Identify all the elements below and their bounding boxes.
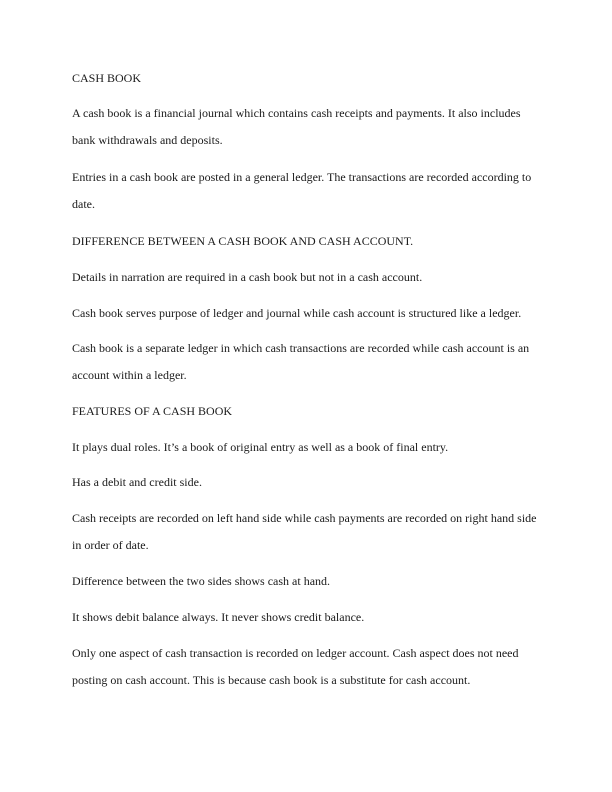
paragraph-debit-balance: It shows debit balance always. It never shows credit balance. [72, 610, 365, 624]
paragraph-debit-credit: Has a debit and credit side. [72, 475, 202, 489]
paragraph-definition: A cash book is a financial journal which contains cash receipts and payments. It also includes bank withdrawals and deposits. [72, 106, 521, 147]
paragraph-purpose: Cash book serves purpose of ledger and journal while cash account is structured like a ledger. [72, 306, 522, 320]
paragraph-dual-roles: It plays dual roles. It’s a book of original entry as well as a book of final entry. [72, 440, 449, 454]
paragraph-cash-at-hand: Difference between the two sides shows cash at hand. [72, 574, 331, 588]
paragraph-receipts-payments: Cash receipts are recorded on left hand side while cash payments are recorded on right hand side in order of date. [72, 511, 537, 552]
paragraph-narration: Details in narration are required in a cash book but not in a cash account. [72, 270, 423, 284]
heading-features: FEATURES OF A CASH BOOK [72, 404, 233, 418]
paragraph-entries: Entries in a cash book are posted in a general ledger. The transactions are recorded according to date. [72, 170, 532, 211]
heading-cash-book: CASH BOOK [72, 71, 142, 85]
heading-difference: DIFFERENCE BETWEEN A CASH BOOK AND CASH ACCOUNT. [72, 234, 414, 248]
paragraph-one-aspect: Only one aspect of cash transaction is recorded on ledger account. Cash aspect does not need posting on cash account. This is because cash book is a substitute for cash account. [72, 646, 519, 687]
paragraph-separate-ledger: Cash book is a separate ledger in which cash transactions are recorded while cash account is an account within a ledger. [72, 341, 530, 382]
